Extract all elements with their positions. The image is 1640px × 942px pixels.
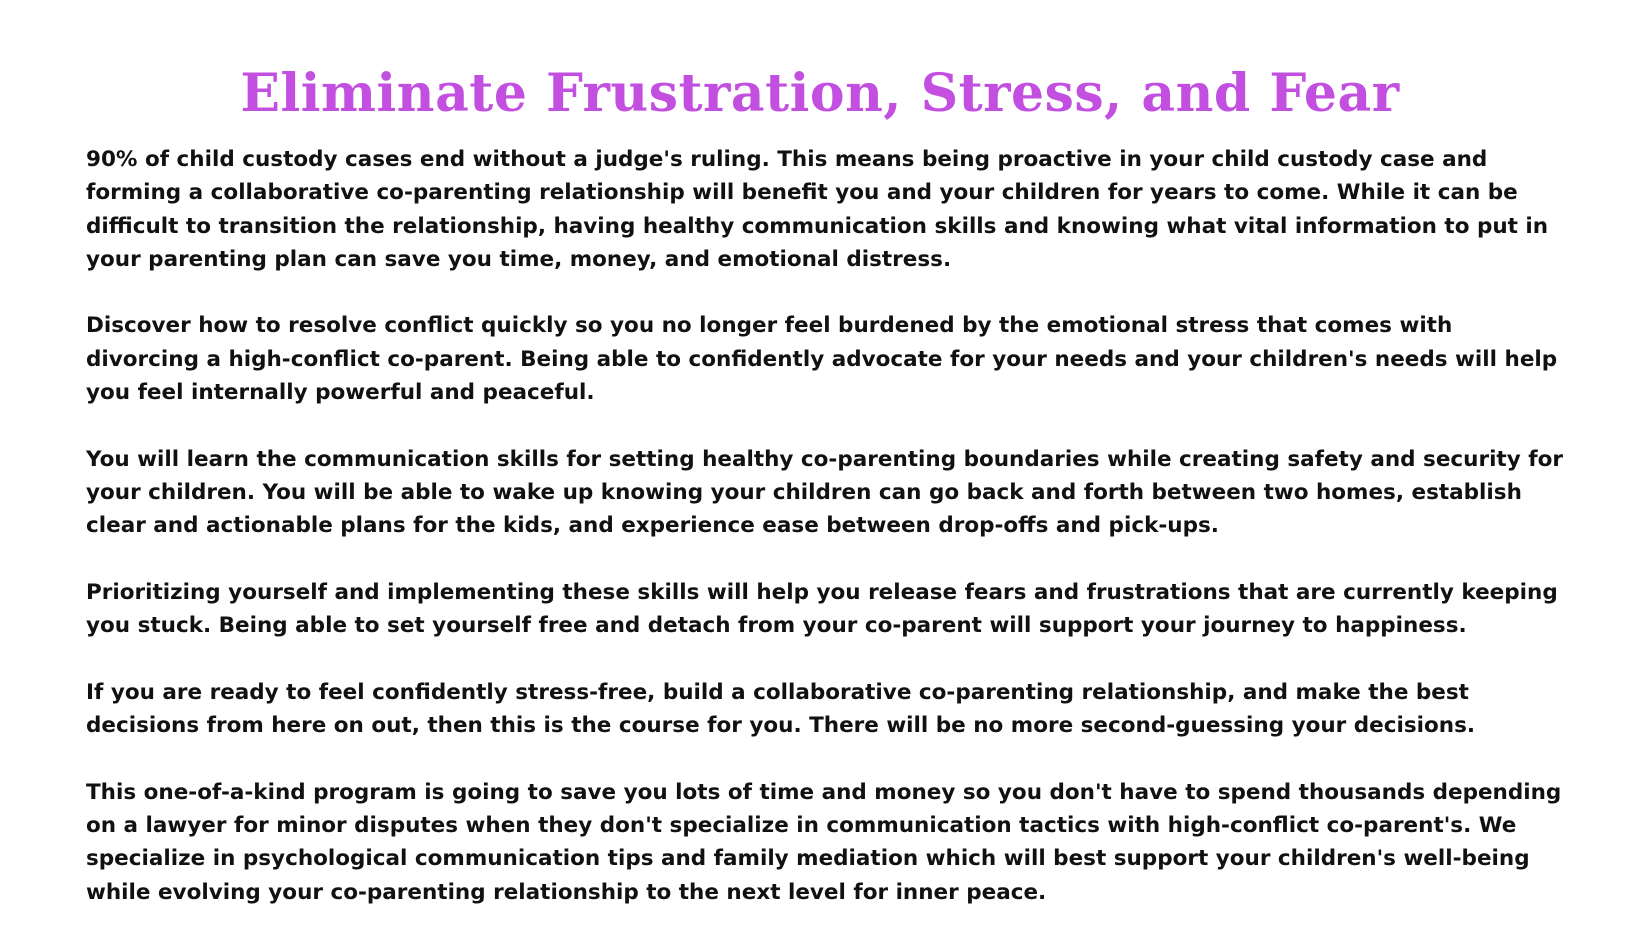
paragraph-prioritize-yourself: Prioritizing yourself and implementing these skills will help you release fears and frustrations that are currently keeping you stuck. Being able to set yourself free and detach from your co-parent will support your journey to happiness. <box>86 579 1558 639</box>
paragraph-resolve-conflict: Discover how to resolve conflict quickly so you no longer feel burdened by the emotional stress that comes with divorcing a high-conflict co-parent. Being able to confidently advocate for your needs and your children's needs will help you feel internally powerful and peaceful. <box>86 313 1558 406</box>
paragraph-ready-to-feel: If you are ready to feel confidently stress-free, build a collaborative co-parenting relationship, and make the best decisions from here on out, then this is the course for you. There will be no more second-guessing your decisions. <box>86 679 1476 739</box>
paragraph-custody-cases: 90% of child custody cases end without a judge's ruling. This means being proactive in your child custody case and forming a collaborative co-parenting relationship will benefit you and your children for years to come. While it can be difficult to transition the relationship, having healthy communication skills and knowing what vital information to put in your parenting plan can save you time, money, and emotional distress. <box>86 147 1549 272</box>
page-title: Eliminate Frustration, Stress, and Fear <box>240 63 1400 124</box>
paragraph-program-value: This one-of-a-kind program is going to save you lots of time and money so you don't have to spend thousands depending on a lawyer for minor disputes when they don't specialize in communication tactics with high-conflict co-parent's. We specialize in psychological communication tips and family mediation which will best support your children's well-being while evolving your co-parenting relationship to the next level for inner peace. <box>86 779 1562 905</box>
body-text <box>86 143 1566 942</box>
paragraph-communication-skills: You will learn the communication skills for setting healthy co-parenting boundaries while creating safety and security for your children. You will be able to wake up knowing your children can go back and forth between two homes, establish clear and actionable plans for the kids, and experience ease between drop-offs and pick-ups. <box>86 446 1563 539</box>
